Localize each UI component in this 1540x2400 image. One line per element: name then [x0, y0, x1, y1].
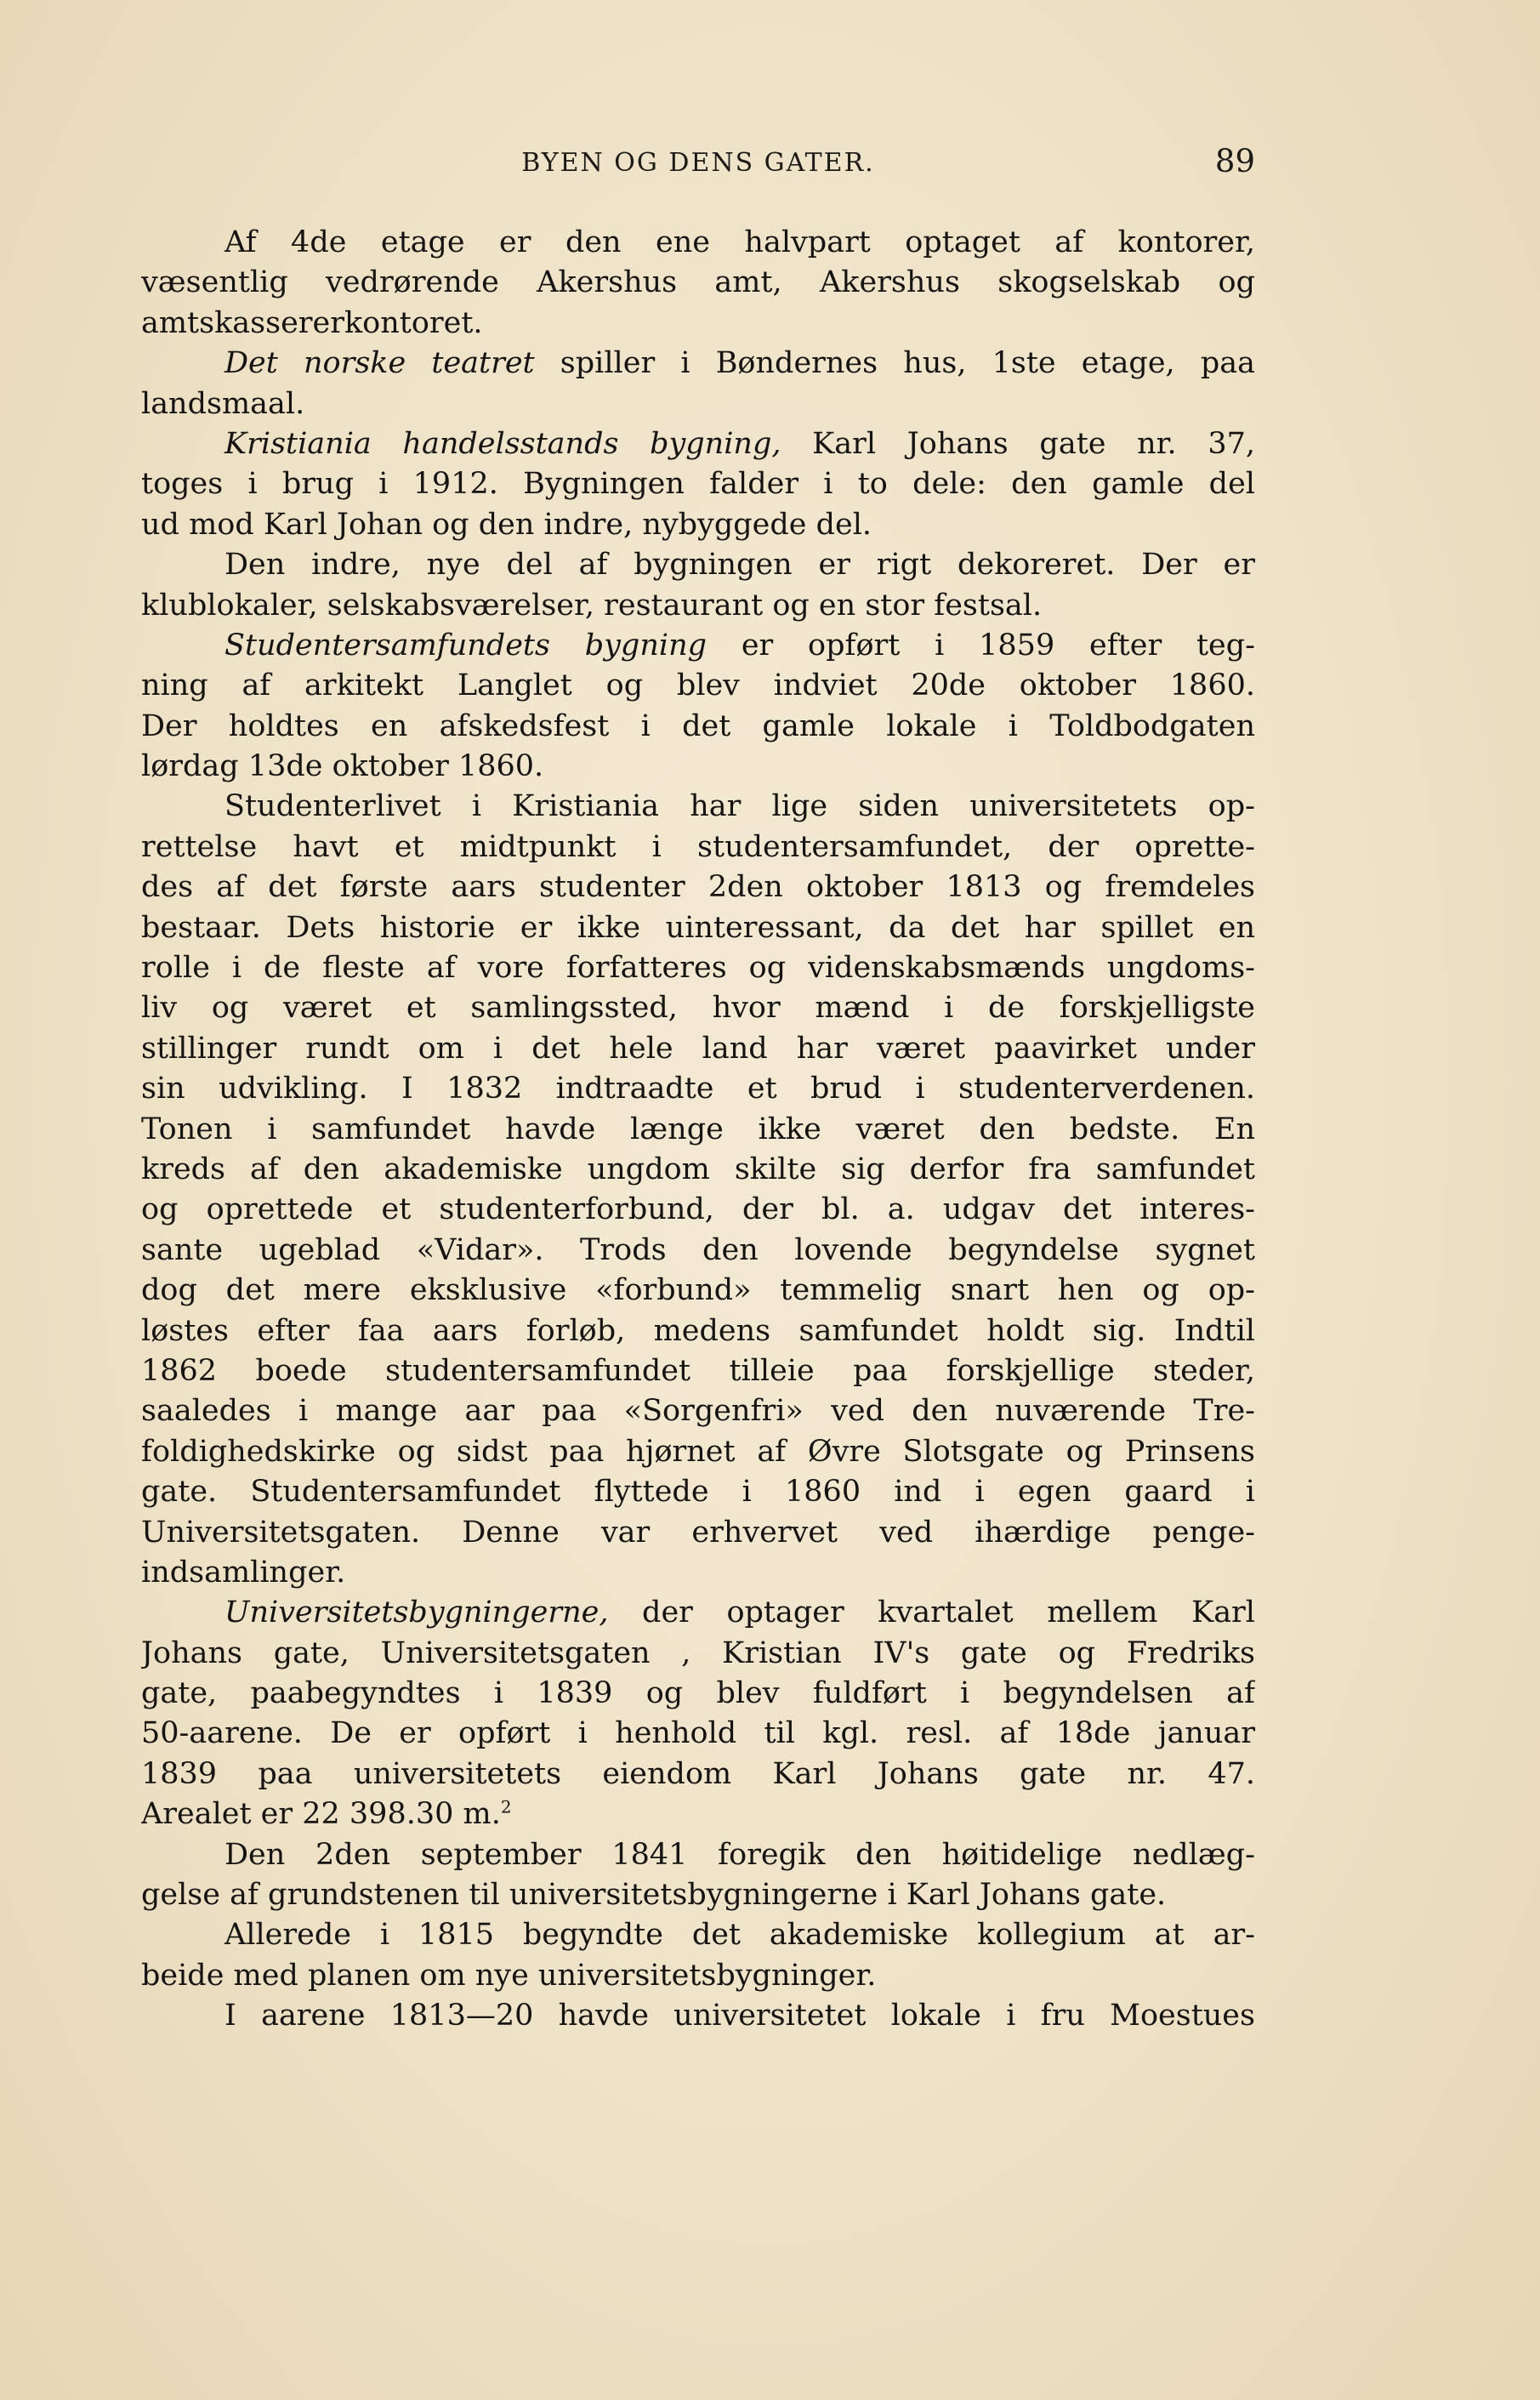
text-line [141, 1875, 1255, 1915]
line-text: liv og været et samlingssted, hvor mænd i de forskjelligste [141, 991, 1255, 1026]
text-line [141, 1996, 1255, 2036]
line-text: Tonen i samfundet havde længe ikke været den bedste. En [141, 1112, 1255, 1146]
text-line [141, 908, 1255, 948]
italic-heading: Studentersamfundets bygning [224, 628, 707, 663]
text-line [141, 1794, 1255, 1834]
line-text: beide med planen om nye universitetsbygninger. [141, 1958, 877, 1993]
text-line [141, 1835, 1255, 1875]
text-line [141, 1231, 1255, 1271]
line-text: gelse af grundstenen til universitetsbygningerne i Karl Johans gate. [141, 1878, 1167, 1913]
line-text: Studenterlivet i Kristiania har lige siden universitetets op- [224, 789, 1255, 824]
line-text: gate. Studentersamfundet flyttede i 1860 ind i egen gaard i [141, 1475, 1255, 1510]
text-line [141, 384, 1255, 424]
page-header [141, 143, 1255, 182]
line-text: dog det mere eksklusive «forbund» temmelig snart hen og op- [141, 1273, 1255, 1308]
line-text: Karl Johans gate nr. 37, [781, 426, 1255, 461]
text-line [141, 263, 1255, 303]
line-text: Den 2den september 1841 foregik den høitidelige nedlæg- [224, 1837, 1255, 1872]
text-line [141, 1150, 1255, 1190]
line-text: bestaar. Dets historie er ikke uinteressant, da det har spillet en [141, 910, 1255, 945]
text-line [141, 1674, 1255, 1714]
text-line [141, 1391, 1255, 1431]
line-text: ud mod Karl Johan og den indre, nybyggede del. [141, 507, 872, 542]
text-line [141, 1755, 1255, 1794]
text-line [141, 827, 1255, 867]
line-text: der optager kvartalet mellem Karl [608, 1595, 1255, 1630]
line-text: 1839 paa universitetets eiendom Karl Johans gate nr. 47. [141, 1756, 1255, 1791]
italic-heading: Kristiania handelsstands bygning, [224, 426, 781, 461]
text-line [141, 223, 1255, 263]
line-text: toges i brug i 1912. Bygningen falder i to dele: den gamle del [141, 467, 1255, 502]
line-text: des af det første aars studenter 2den oktober 1813 og fremdeles [141, 870, 1255, 905]
text-line [141, 1593, 1255, 1633]
line-text: Allerede i 1815 begyndte det akademiske kollegium at ar- [224, 1918, 1255, 1953]
text-line [141, 1069, 1255, 1109]
line-text: løstes efter faa aars forløb, medens samfundet holdt sig. Indtil [141, 1313, 1255, 1348]
text-line [141, 747, 1255, 787]
text-line [141, 787, 1255, 827]
line-text: spiller i Bøndernes hus, 1ste etage, paa [534, 346, 1255, 381]
text-line [141, 707, 1255, 747]
text-line [141, 545, 1255, 585]
text-line [141, 1915, 1255, 1955]
text-line [141, 1714, 1255, 1754]
line-text: klublokaler, selskabsværelser, restaurant og en stor festsal. [141, 588, 1043, 623]
text-line [141, 1472, 1255, 1512]
line-text: kreds af den akademiske ungdom skilte sig derfor fra samfundet [141, 1152, 1255, 1186]
line-text: foldighedskirke og sidst paa hjørnet af Øvre Slotsgate og Prinsens [141, 1434, 1255, 1469]
superscript: 2 [500, 1796, 512, 1817]
line-text: og oprettede et studenterforbund, der bl. a. udgav det interes- [141, 1192, 1255, 1227]
text-line [141, 1634, 1255, 1674]
text-line [141, 666, 1255, 706]
line-text: I aarene 1813—20 havde universitetet lokale i fru Moestues [224, 1999, 1255, 2033]
line-text: sante ugeblad «Vidar». Trods den lovende begyndelse sygnet [141, 1232, 1255, 1267]
body-text [141, 223, 1255, 2037]
text-line [141, 505, 1255, 545]
line-text: Arealet er 22 398.30 m. [141, 1797, 501, 1832]
line-text: gate, paabegyndtes i 1839 og blev fuldført i begyndelsen af [141, 1676, 1255, 1711]
line-text: Der holdtes en afskedsfest i det gamle lokale i Toldbodgaten [141, 708, 1255, 743]
text-line [141, 304, 1255, 344]
line-text: saaledes i mange aar paa «Sorgenfri» ved den nuværende Tre- [141, 1394, 1255, 1429]
italic-heading: Det norske teatret [224, 346, 535, 381]
line-text: væsentlig vedrørende Akershus amt, Akershus skogselskab og [141, 265, 1255, 300]
line-text: sin udvikling. I 1832 indtraadte et brud i studenterverdenen. [141, 1072, 1255, 1106]
text-line [141, 626, 1255, 666]
text-line [141, 1311, 1255, 1351]
line-text: stillinger rundt om i det hele land har været paavirket under [141, 1031, 1255, 1066]
text-line [141, 988, 1255, 1028]
line-text: indsamlinger. [141, 1555, 346, 1590]
text-line [141, 1432, 1255, 1472]
text-line [141, 867, 1255, 907]
text-line [141, 1351, 1255, 1391]
text-line [141, 1190, 1255, 1230]
line-text: Den indre, nye del af bygningen er rigt dekoreret. Der er [224, 548, 1255, 583]
text-line [141, 1029, 1255, 1069]
line-text: 50-aarene. De er opført i henhold til kgl. resl. af 18de januar [141, 1716, 1255, 1751]
line-text: er opført i 1859 efter teg- [707, 628, 1255, 663]
italic-heading: Universitetsbygningerne, [224, 1595, 609, 1630]
line-text: rettelse havt et midtpunkt i studentersamfundet, der oprette- [141, 829, 1255, 864]
text-line [141, 1271, 1255, 1311]
text-line [141, 424, 1255, 464]
text-line [141, 1513, 1255, 1553]
page-number: 89 [1214, 143, 1255, 179]
text-line [141, 1110, 1255, 1150]
running-title: BYEN OG DENS GATER. [521, 148, 875, 178]
line-text: 1862 boede studentersamfundet tilleie paa forskjellige steder, [141, 1353, 1255, 1388]
text-line [141, 1553, 1255, 1593]
line-text: Johans gate, Universitetsgaten , Kristian IV's gate og Fredriks [141, 1635, 1255, 1670]
text-line [141, 586, 1255, 626]
text-line [141, 464, 1255, 504]
line-text: ning af arkitekt Langlet og blev indviet 20de oktober 1860. [141, 668, 1255, 703]
line-text: amtskassererkontoret. [141, 305, 483, 340]
text-line [141, 344, 1255, 384]
line-text: Universitetsgaten. Denne var erhvervet ved ihærdige penge- [141, 1515, 1255, 1550]
line-text: lørdag 13de oktober 1860. [141, 749, 544, 784]
line-text: rolle i de fleste af vore forfatteres og videnskabsmænds ungdoms- [141, 951, 1255, 986]
text-line [141, 948, 1255, 988]
line-text: Af 4de etage er den ene halvpart optaget af kontorer, [224, 225, 1255, 259]
text-line [141, 1956, 1255, 1996]
line-text: landsmaal. [141, 386, 305, 421]
